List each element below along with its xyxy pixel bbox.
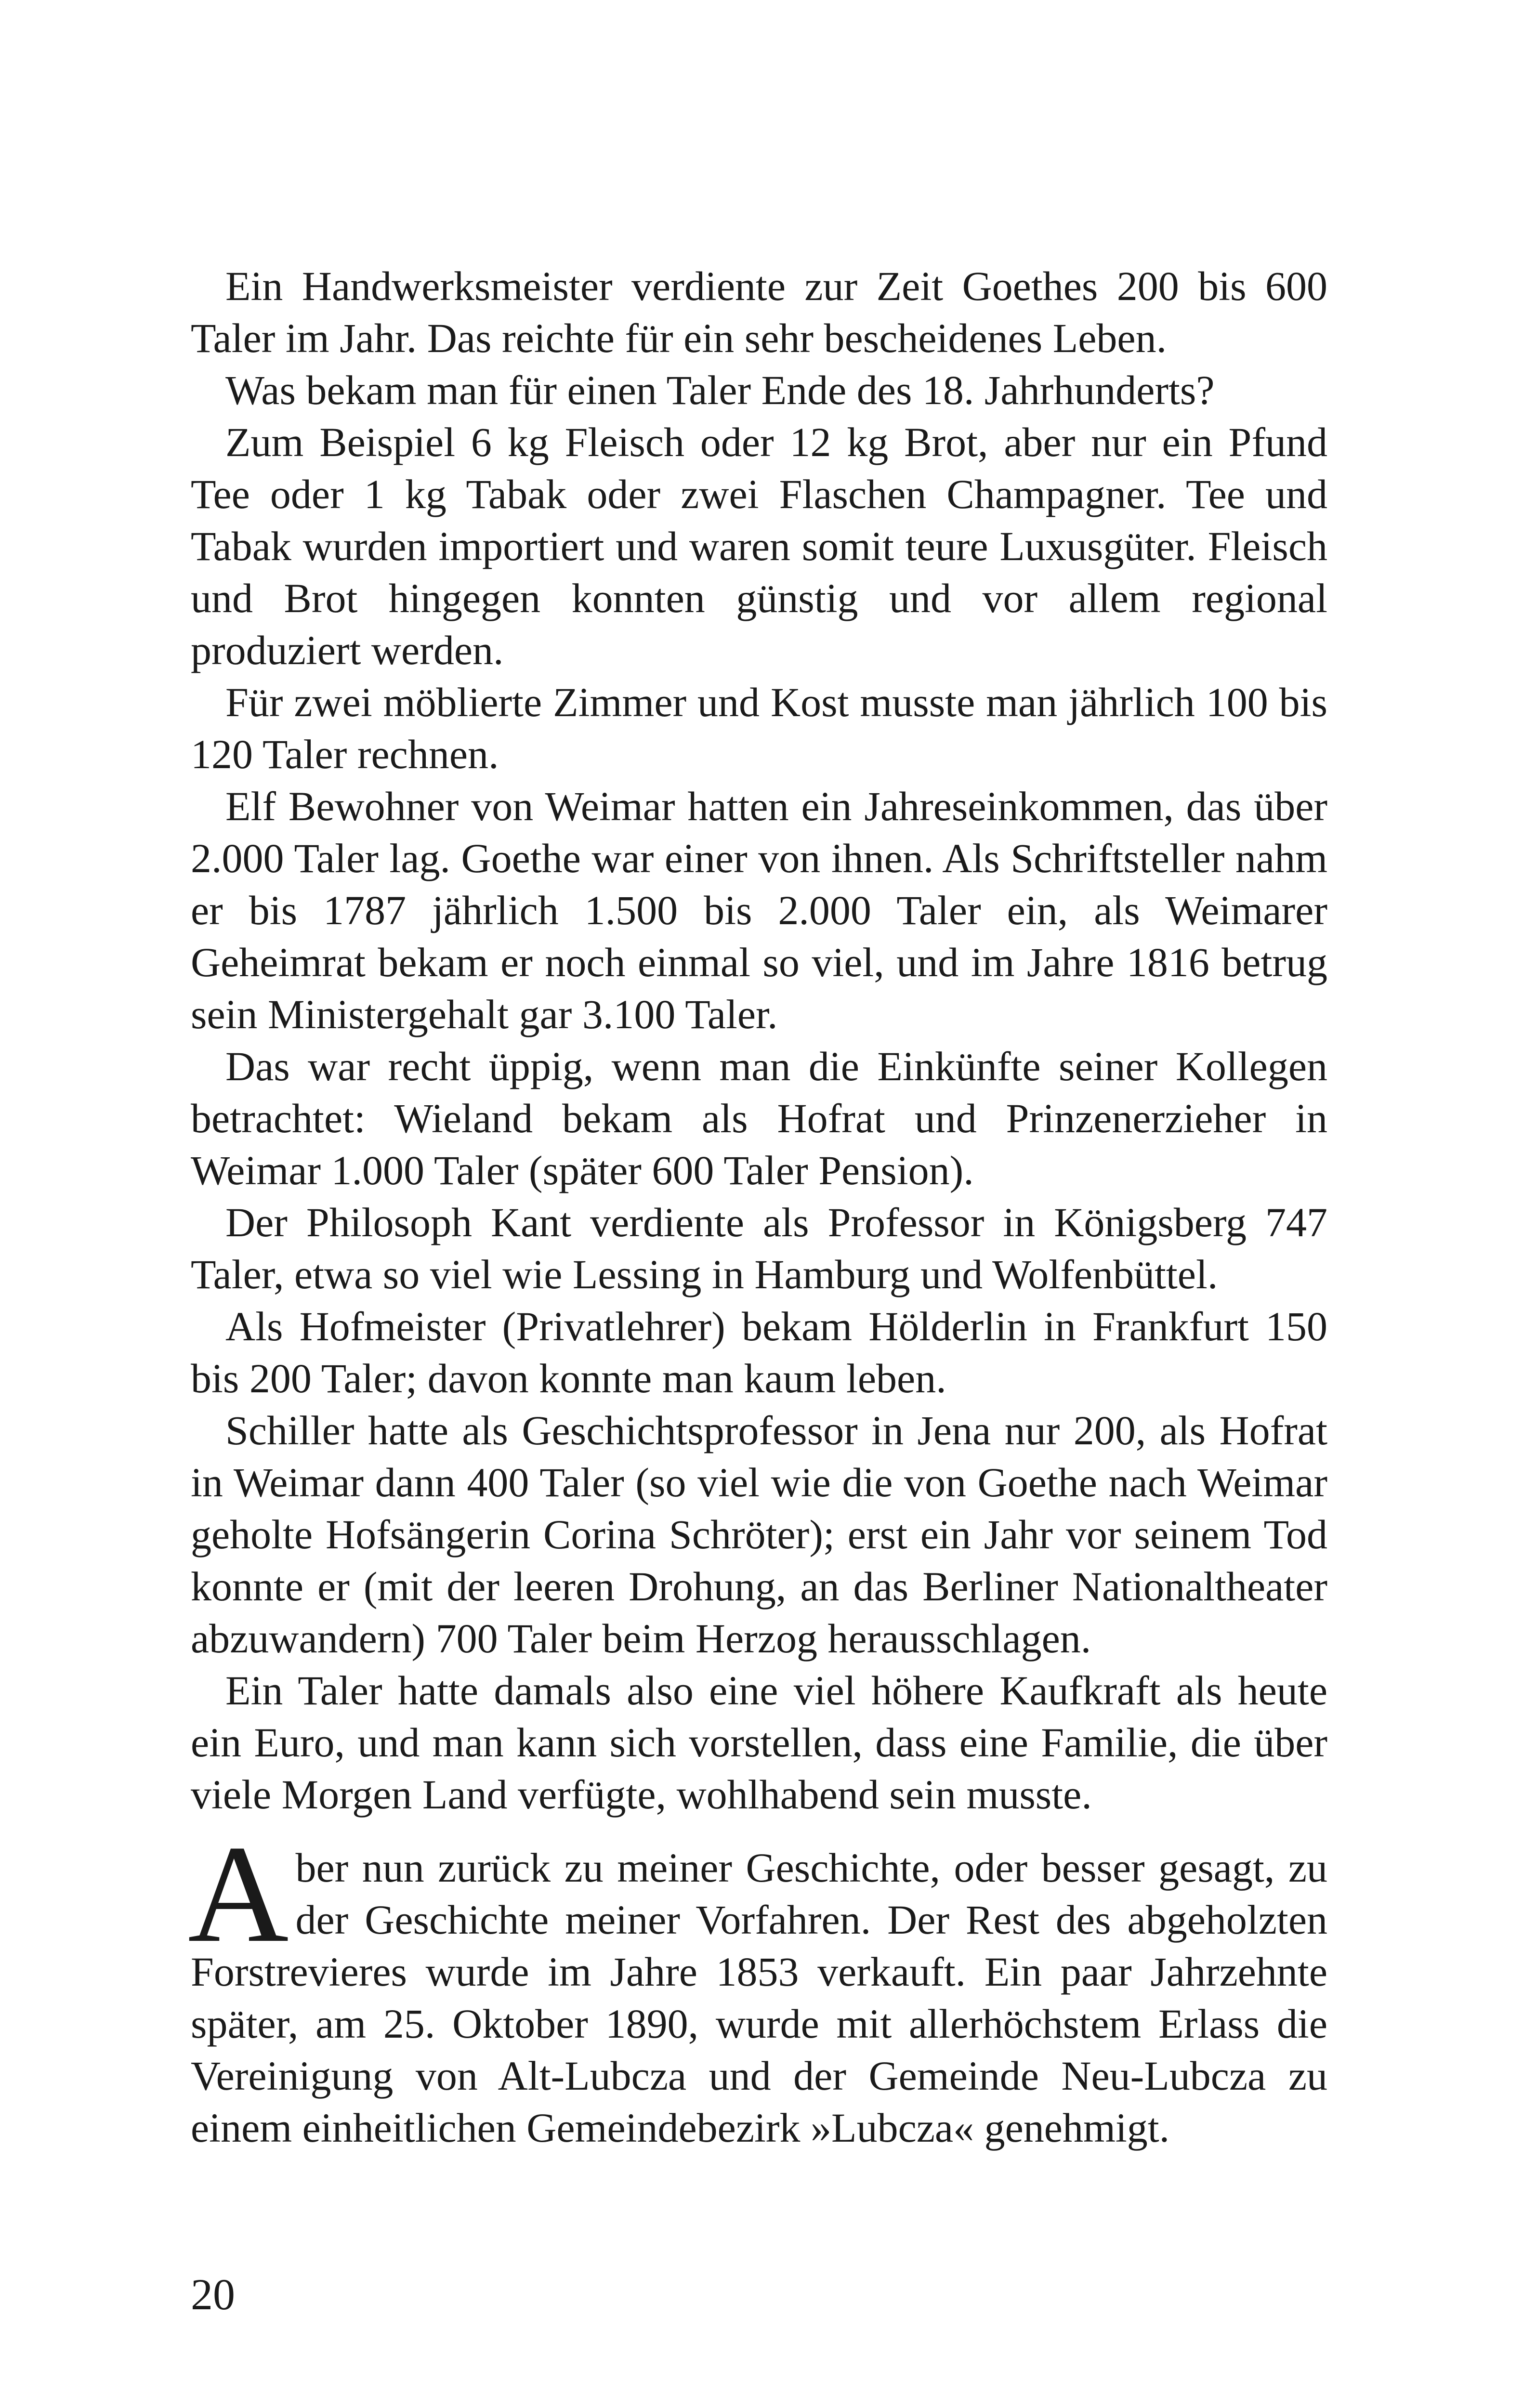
- paragraph-purchasing-examples: Zum Beispiel 6 kg Fleisch oder 12 kg Brot, aber nur ein Pfund Tee oder 1 kg Tabak oder zwei Flaschen Champagner. Tee und Tabak wurden importiert und waren somit teure Luxusgüter. Fleisch und Brot hingegen konnten günstig und vor allem regional produziert werden.: [191, 419, 1327, 673]
- body-text: [191, 260, 1327, 1820]
- section-opening-paragraph: [188, 1817, 1327, 2154]
- drop-cap: A: [188, 1817, 289, 1971]
- paragraph-room-and-board: Für zwei möblierte Zimmer und Kost musste man jährlich 100 bis 120 Taler rechnen.: [191, 679, 1327, 777]
- section-text: ber nun zurück zu meiner Geschichte, oder besser gesagt, zu der Geschichte meiner Vorfahren. Der Rest des abgeholzten Forstrevieres wurde im Jahre 1853 verkauft. Ein paar Jahrzehnte später, am 25. Oktober 1890, wurde mit allerhöchstem Erlass die Vereinigung von Alt-Lubcza und der Gemeinde Neu-Lubcza zu einem einheitlichen Gemeindebezirk »Lubcza« genehmigt.: [191, 1845, 1327, 2151]
- paragraph-craftsman-income: Ein Handwerksmeister verdiente zur Zeit Goethes 200 bis 600 Taler im Jahr. Das reichte für ein sehr bescheidenes Leben.: [191, 263, 1327, 361]
- paragraph-schiller-income: Schiller hatte als Geschichtsprofessor in Jena nur 200, als Hofrat in Weimar dann 400 Taler (so viel wie die von Goethe nach Weimar geholte Hofsängerin Corina Schröter); erst ein Jahr vor seinem Tod konnte er (mit der leeren Drohung, an das Berliner Nationaltheater abzuwandern) 700 Taler beim Herzog herausschlagen.: [191, 1407, 1327, 1662]
- paragraph-kant-income: Der Philosoph Kant verdiente als Professor in Königsberg 747 Taler, etwa so viel wie Lessing in Hamburg und Wolfenbüttel.: [191, 1199, 1327, 1297]
- paragraph-goethe-income: Elf Bewohner von Weimar hatten ein Jahreseinkommen, das über 2.000 Taler lag. Goethe war einer von ihnen. Als Schriftsteller nahm er bis 1787 jährlich 1.500 bis 2.000 Taler ein, als Weimarer Geheimrat bekam er noch einmal so viel, und im Jahre 1816 betrug sein Ministergehalt gar 3.100 Taler.: [191, 783, 1327, 1037]
- paragraph-purchasing-power: Ein Taler hatte damals also eine viel höhere Kaufkraft als heute ein Euro, und man kann sich vorstellen, dass eine Familie, die über viele Morgen Land verfügte, wohlhabend sein musste.: [191, 1667, 1327, 1818]
- paragraph-wieland-income: Das war recht üppig, wenn man die Einkünfte seiner Kollegen betrachtet: Wieland bekam als Hofrat und Prinzenerzieher in Weimar 1.000 Taler (später 600 Taler Pension).: [191, 1043, 1327, 1193]
- paragraph-hoelderlin-income: Als Hofmeister (Privatlehrer) bekam Hölderlin in Frankfurt 150 bis 200 Taler; davon konnte man kaum leben.: [191, 1303, 1327, 1401]
- page-number: 20: [191, 2270, 235, 2319]
- paragraph-taler-question: Was bekam man für einen Taler Ende des 18. Jahrhunderts?: [225, 367, 1215, 413]
